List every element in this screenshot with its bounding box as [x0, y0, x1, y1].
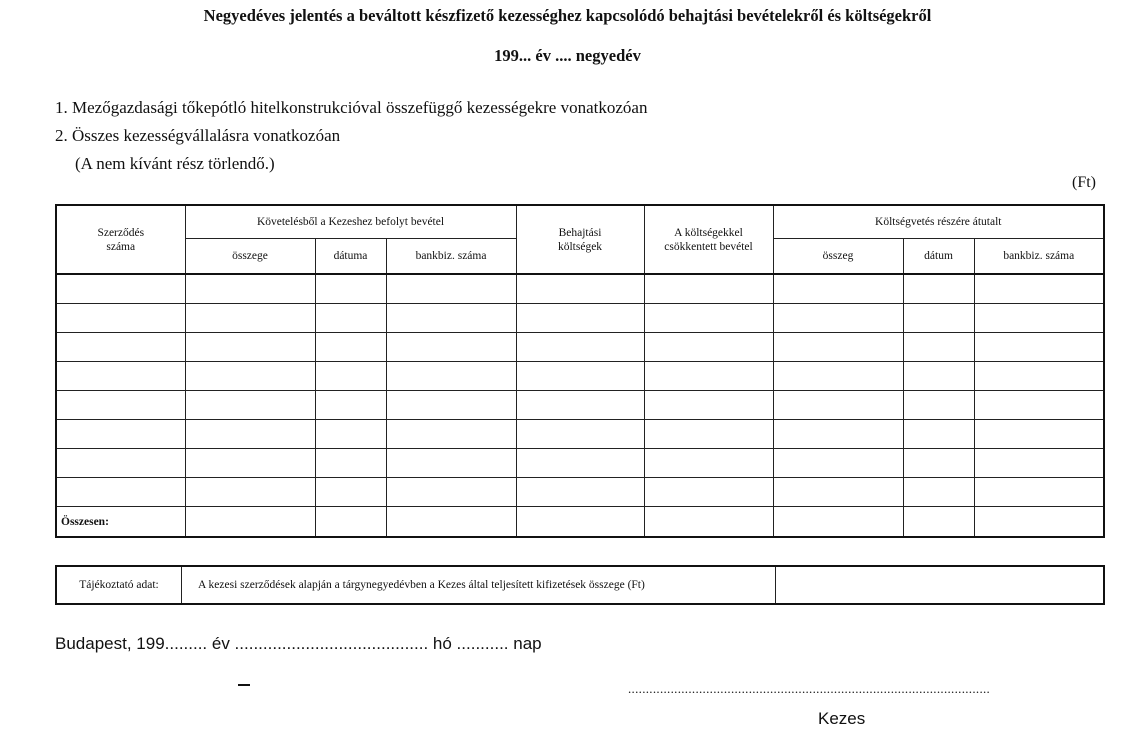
currency-note: (Ft) [1072, 174, 1096, 191]
table-cell[interactable] [644, 274, 773, 304]
table-cell[interactable] [644, 304, 773, 333]
total-label: Összesen: [56, 507, 185, 538]
signer-label: Kezes [818, 709, 866, 728]
table-cell[interactable] [315, 478, 386, 507]
table-cell[interactable] [185, 391, 315, 420]
table-cell[interactable] [315, 420, 386, 449]
table-cell[interactable] [386, 362, 516, 391]
table-cell[interactable] [516, 274, 644, 304]
table-row [56, 304, 1104, 333]
total-cell[interactable] [185, 507, 315, 538]
table-cell[interactable] [516, 391, 644, 420]
table-cell[interactable] [644, 391, 773, 420]
table-cell[interactable] [903, 362, 974, 391]
header-received-amount: összege [185, 239, 315, 275]
table-cell[interactable] [773, 362, 903, 391]
table-cell[interactable] [773, 449, 903, 478]
table-cell[interactable] [315, 362, 386, 391]
total-row [56, 507, 1104, 538]
total-cell[interactable] [974, 507, 1104, 538]
header-budget-amount: összeg [773, 239, 903, 275]
table-cell[interactable] [315, 449, 386, 478]
table-cell[interactable] [974, 304, 1104, 333]
table-cell[interactable] [974, 391, 1104, 420]
table-cell[interactable] [903, 391, 974, 420]
info-value-field[interactable] [776, 567, 1103, 603]
dash-mark [238, 684, 250, 686]
table-cell[interactable] [56, 391, 185, 420]
table-cell[interactable] [903, 478, 974, 507]
table-cell[interactable] [974, 420, 1104, 449]
header-budget-doc: bankbiz. száma [974, 239, 1104, 275]
table-cell[interactable] [386, 420, 516, 449]
total-cell[interactable] [386, 507, 516, 538]
header-net-income: A költségekkel csökkentett bevétel [644, 205, 773, 274]
total-cell[interactable] [315, 507, 386, 538]
table-cell[interactable] [773, 333, 903, 362]
table-cell[interactable] [185, 274, 315, 304]
table-cell[interactable] [56, 274, 185, 304]
table-cell[interactable] [315, 333, 386, 362]
table-row [56, 420, 1104, 449]
option-2: 2. Összes kezességvállalásra vonatkozóan [55, 126, 341, 145]
table-cell[interactable] [185, 333, 315, 362]
header-received-income: Követelésből a Kezeshez befolyt bevétel [185, 205, 516, 239]
table-cell[interactable] [773, 391, 903, 420]
table-cell[interactable] [56, 478, 185, 507]
table-cell[interactable] [185, 478, 315, 507]
table-cell[interactable] [185, 420, 315, 449]
table-cell[interactable] [516, 362, 644, 391]
table-row [56, 478, 1104, 507]
table-cell[interactable] [516, 333, 644, 362]
table-cell[interactable] [386, 333, 516, 362]
table-cell[interactable] [386, 391, 516, 420]
option-note: (A nem kívánt rész törlendő.) [75, 154, 275, 173]
total-cell[interactable] [516, 507, 644, 538]
total-cell[interactable] [644, 507, 773, 538]
document-title: Negyedéves jelentés a beváltott készfizető kezességhez kapcsolódó behajtási bevételekről és költségekről [203, 6, 932, 25]
table-cell[interactable] [516, 478, 644, 507]
table-cell[interactable] [644, 333, 773, 362]
table-cell[interactable] [903, 449, 974, 478]
table-cell[interactable] [56, 333, 185, 362]
date-line: Budapest, 199......... év ......................................... hó ........... nap [55, 634, 542, 653]
table-row [56, 274, 1104, 304]
table-cell[interactable] [773, 420, 903, 449]
table-row [56, 449, 1104, 478]
header-budget-date: dátum [903, 239, 974, 275]
table-cell[interactable] [644, 449, 773, 478]
total-cell[interactable] [773, 507, 903, 538]
table-cell[interactable] [974, 333, 1104, 362]
header-received-date: dátuma [315, 239, 386, 275]
total-cell[interactable] [903, 507, 974, 538]
table-row [56, 391, 1104, 420]
table-cell[interactable] [903, 420, 974, 449]
header-collection-costs: Behajtási költségek [516, 205, 644, 274]
table-cell[interactable] [56, 449, 185, 478]
signature-line[interactable]: ...................................................................................................... [628, 681, 991, 696]
table-cell[interactable] [56, 420, 185, 449]
table-cell[interactable] [386, 304, 516, 333]
header-received-doc: bankbiz. száma [386, 239, 516, 275]
header-contract-no: Szerződés száma [56, 205, 185, 274]
info-description: A kezesi szerződések alapján a tárgynegyedévben a Kezes által teljesített kifizetések összege (Ft) [182, 567, 776, 603]
table-cell[interactable] [386, 478, 516, 507]
table-cell[interactable] [386, 274, 516, 304]
table-cell[interactable] [185, 449, 315, 478]
table-cell[interactable] [315, 391, 386, 420]
table-cell[interactable] [903, 333, 974, 362]
info-box [55, 565, 1105, 605]
table-cell[interactable] [56, 304, 185, 333]
option-1: 1. Mezőgazdasági tőkepótló hitelkonstrukcióval összefüggő kezességekre vonatkozóan [55, 98, 648, 117]
table-cell[interactable] [773, 304, 903, 333]
table-cell[interactable] [516, 449, 644, 478]
report-table [55, 204, 1105, 538]
table-cell[interactable] [185, 362, 315, 391]
table-cell[interactable] [185, 304, 315, 333]
table-cell[interactable] [644, 420, 773, 449]
table-row [56, 333, 1104, 362]
table-cell[interactable] [903, 304, 974, 333]
table-cell[interactable] [56, 362, 185, 391]
table-cell[interactable] [974, 274, 1104, 304]
table-cell[interactable] [315, 304, 386, 333]
table-cell[interactable] [974, 478, 1104, 507]
table-cell[interactable] [644, 362, 773, 391]
info-label: Tájékoztató adat: [57, 567, 182, 603]
table-cell[interactable] [516, 420, 644, 449]
table-cell[interactable] [974, 362, 1104, 391]
table-cell[interactable] [903, 274, 974, 304]
header-budget-transfer: Költségvetés részére átutalt [773, 205, 1104, 239]
table-cell[interactable] [773, 274, 903, 304]
table-cell[interactable] [773, 478, 903, 507]
table-cell[interactable] [386, 449, 516, 478]
table-cell[interactable] [644, 478, 773, 507]
table-cell[interactable] [974, 449, 1104, 478]
table-cell[interactable] [315, 274, 386, 304]
period-line: 199... év .... negyedév [494, 46, 641, 65]
table-cell[interactable] [516, 304, 644, 333]
table-row [56, 362, 1104, 391]
